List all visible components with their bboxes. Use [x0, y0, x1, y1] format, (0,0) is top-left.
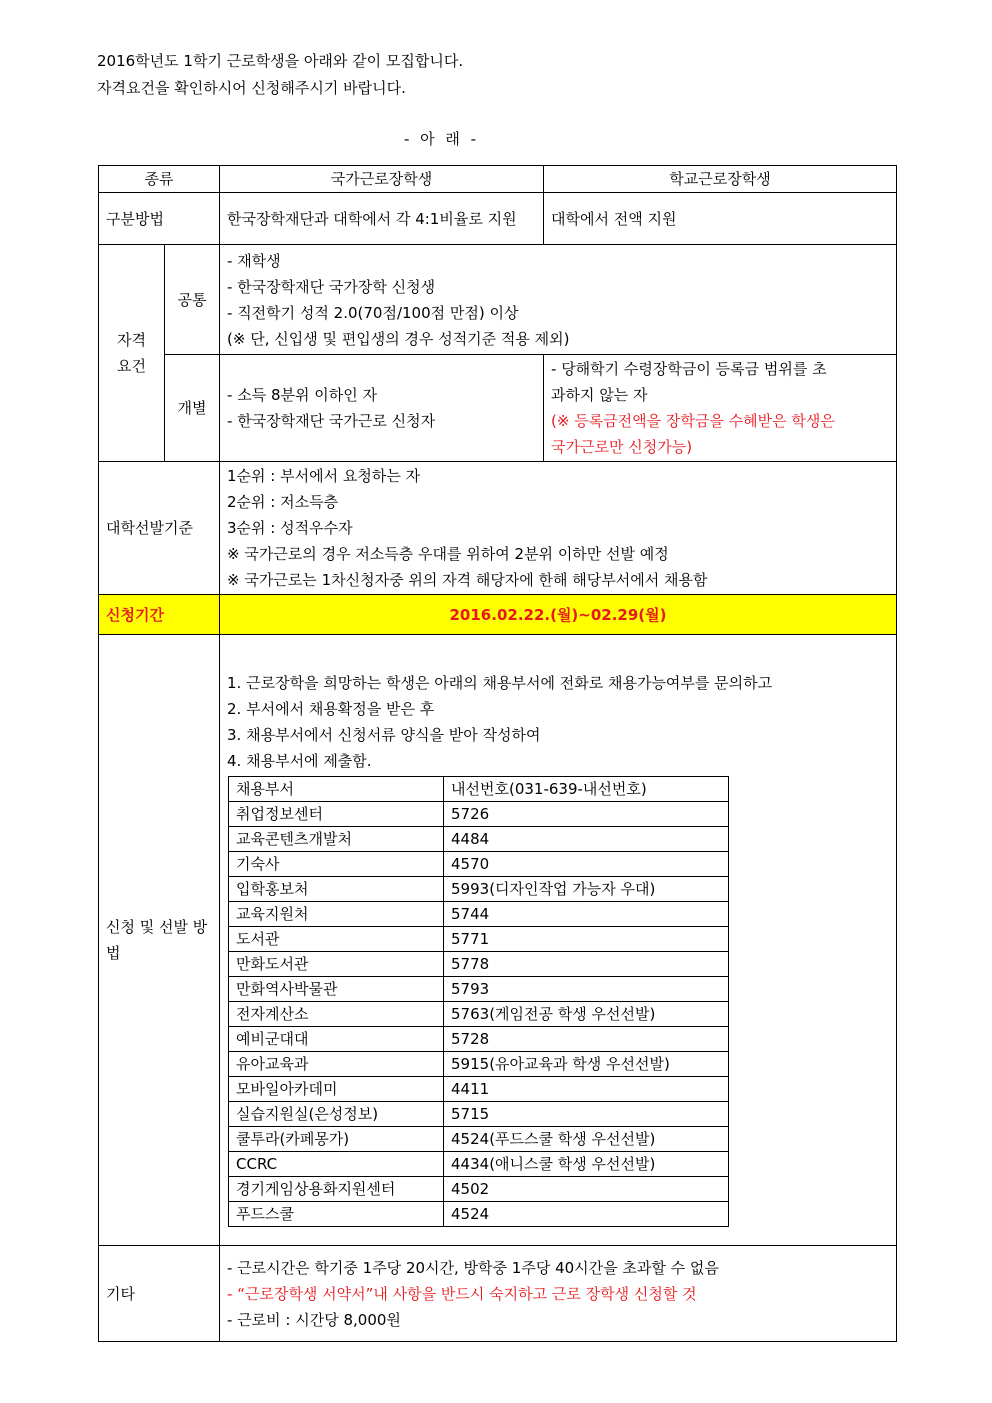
qualification-label-bottom: 요건: [117, 357, 146, 375]
selection-line: ※ 국가근로의 경우 저소득층 우대를 위하여 2분위 이하만 선발 예정: [227, 545, 669, 563]
selection-line: 1순위 : 부서에서 요청하는 자: [227, 467, 421, 485]
department-row: [229, 852, 729, 877]
period-value: 2016.02.22.(월)~02.29(월): [220, 595, 897, 635]
method-row: [99, 635, 897, 1246]
department-extension: 4570: [444, 852, 729, 877]
individual-school-note: (※ 등록금전액을 장학금을 수혜받은 학생은: [551, 412, 835, 430]
intro-line-2: 자격요건을 확인하시어 신청해주시기 바랍니다.: [97, 79, 406, 97]
department-row: [229, 1027, 729, 1052]
period-row: [99, 595, 897, 635]
department-row: [229, 902, 729, 927]
header-national: 국가근로장학생: [220, 166, 544, 193]
department-row: [229, 1077, 729, 1102]
common-line: - 재학생: [227, 251, 281, 270]
selection-label: 대학선발기준: [99, 462, 220, 595]
qualification-common-row: [99, 245, 897, 355]
individual-national: [220, 355, 544, 462]
department-name: 모바일아카데미: [229, 1077, 444, 1102]
department-extension: 5771: [444, 927, 729, 952]
etc-label: 기타: [99, 1246, 220, 1342]
division-national: 한국장학재단과 대학에서 각 4:1비율로 지원: [220, 193, 544, 245]
department-extension: 4411: [444, 1077, 729, 1102]
department-name: 기숙사: [229, 852, 444, 877]
department-row: [229, 827, 729, 852]
department-extension: 5744: [444, 902, 729, 927]
department-extension: 5715: [444, 1102, 729, 1127]
department-name: 취업정보센터: [229, 802, 444, 827]
department-name: 경기게임상용화지원센터: [229, 1177, 444, 1202]
method-step: 1. 근로장학을 희망하는 학생은 아래의 채용부서에 전화로 채용가능여부를 문의하고: [227, 674, 773, 692]
department-row: [229, 1052, 729, 1077]
method-step: 3. 채용부서에서 신청서류 양식을 받아 작성하여: [227, 726, 541, 744]
department-name: CCRC: [229, 1152, 444, 1177]
individual-national-line: - 한국장학재단 국가근로 신청자: [227, 412, 436, 430]
department-extension: 5915(유아교육과 학생 우선선발): [444, 1052, 729, 1077]
department-name: 쿨투라(카페몽가): [229, 1127, 444, 1152]
method-step: 4. 채용부서에 제출함.: [227, 752, 372, 770]
recruitment-table: [98, 165, 897, 1342]
department-extension: 4502: [444, 1177, 729, 1202]
etc-content: [220, 1246, 897, 1342]
department-name: 입학홍보처: [229, 877, 444, 902]
header-type: 종류: [99, 166, 220, 193]
department-row: [229, 1102, 729, 1127]
header-school: 학교근로장학생: [544, 166, 897, 193]
department-extension: 5726: [444, 802, 729, 827]
intro-line-1: 2016학년도 1학기 근로학생을 아래와 같이 모집합니다.: [97, 52, 464, 70]
department-name: 만화역사박물관: [229, 977, 444, 1002]
individual-school-line: - 당해학기 수령장학금이 등록금 범위를 초: [551, 360, 827, 378]
department-table: [228, 776, 729, 1227]
department-extension: 5993(디자인작업 가능자 우대): [444, 877, 729, 902]
individual-school-note: 국가근로만 신청가능): [551, 438, 693, 456]
method-step: 2. 부서에서 채용확정을 받은 후: [227, 700, 435, 718]
method-content: [220, 635, 897, 1246]
department-extension: 4434(애니스쿨 학생 우선선발): [444, 1152, 729, 1177]
common-label: 공통: [165, 245, 220, 355]
selection-content: [220, 462, 897, 595]
department-name: 교육지원처: [229, 902, 444, 927]
common-content: [220, 245, 897, 355]
division-label: 구분방법: [99, 193, 220, 245]
extension-header: 내선번호(031-639-내선번호): [444, 777, 729, 802]
department-row: [229, 1177, 729, 1202]
intro-text: [97, 48, 463, 102]
selection-row: [99, 462, 897, 595]
common-line: (※ 단, 신입생 및 편입생의 경우 성적기준 적용 제외): [227, 329, 570, 348]
department-row: [229, 952, 729, 977]
department-name: 푸드스쿨: [229, 1202, 444, 1227]
department-row: [229, 1127, 729, 1152]
method-label: 신청 및 선발 방법: [99, 635, 220, 1246]
individual-national-line: - 소득 8분위 이하인 자: [227, 386, 377, 404]
department-row: [229, 1002, 729, 1027]
department-extension: 5728: [444, 1027, 729, 1052]
etc-line: - 근로시간은 학기중 1주당 20시간, 방학중 1주당 40시간을 초과할 수 없음: [227, 1258, 719, 1277]
department-header: 채용부서: [229, 777, 444, 802]
etc-line-red: - “근로장학생 서약서”내 사항을 반드시 숙지하고 근로 장학생 신청할 것: [227, 1284, 697, 1303]
department-name: 예비군대대: [229, 1027, 444, 1052]
qualification-individual-row: [99, 355, 897, 462]
selection-line: 2순위 : 저소득층: [227, 493, 339, 511]
department-extension: 4524: [444, 1202, 729, 1227]
department-row: [229, 1202, 729, 1227]
header-row: [99, 166, 897, 193]
etc-line: - 근로비 : 시간당 8,000원: [227, 1310, 401, 1329]
department-name: 만화도서관: [229, 952, 444, 977]
selection-line: ※ 국가근로는 1차신청자중 위의 자격 해당자에 한해 해당부서에서 채용함: [227, 571, 708, 589]
department-row: [229, 1152, 729, 1177]
individual-school-line: 과하지 않는 자: [551, 386, 648, 404]
etc-row: [99, 1246, 897, 1342]
qualification-label-top: 자격: [117, 331, 146, 349]
department-extension: 4484: [444, 827, 729, 852]
department-extension: 5793: [444, 977, 729, 1002]
common-line: - 한국장학재단 국가장학 신청생: [227, 277, 436, 296]
department-extension: 5763(게임전공 학생 우선선발): [444, 1002, 729, 1027]
department-row: [229, 927, 729, 952]
common-line: - 직전학기 성적 2.0(70점/100점 만점) 이상: [227, 303, 519, 322]
department-header-row: [229, 777, 729, 802]
department-extension: 4524(푸드스쿨 학생 우선선발): [444, 1127, 729, 1152]
department-extension: 5778: [444, 952, 729, 977]
department-row: [229, 802, 729, 827]
department-row: [229, 977, 729, 1002]
department-name: 실습지원실(은성정보): [229, 1102, 444, 1127]
division-school: 대학에서 전액 지원: [544, 193, 897, 245]
individual-label: 개별: [165, 355, 220, 462]
period-label: 신청기간: [99, 595, 220, 635]
department-name: 유아교육과: [229, 1052, 444, 1077]
selection-line: 3순위 : 성적우수자: [227, 519, 353, 537]
department-name: 교육콘텐츠개발처: [229, 827, 444, 852]
qualification-label: [99, 245, 165, 462]
department-name: 전자계산소: [229, 1002, 444, 1027]
department-row: [229, 877, 729, 902]
section-heading: - 아 래 -: [403, 130, 477, 148]
division-row: [99, 193, 897, 245]
department-name: 도서관: [229, 927, 444, 952]
individual-school: [544, 355, 897, 462]
